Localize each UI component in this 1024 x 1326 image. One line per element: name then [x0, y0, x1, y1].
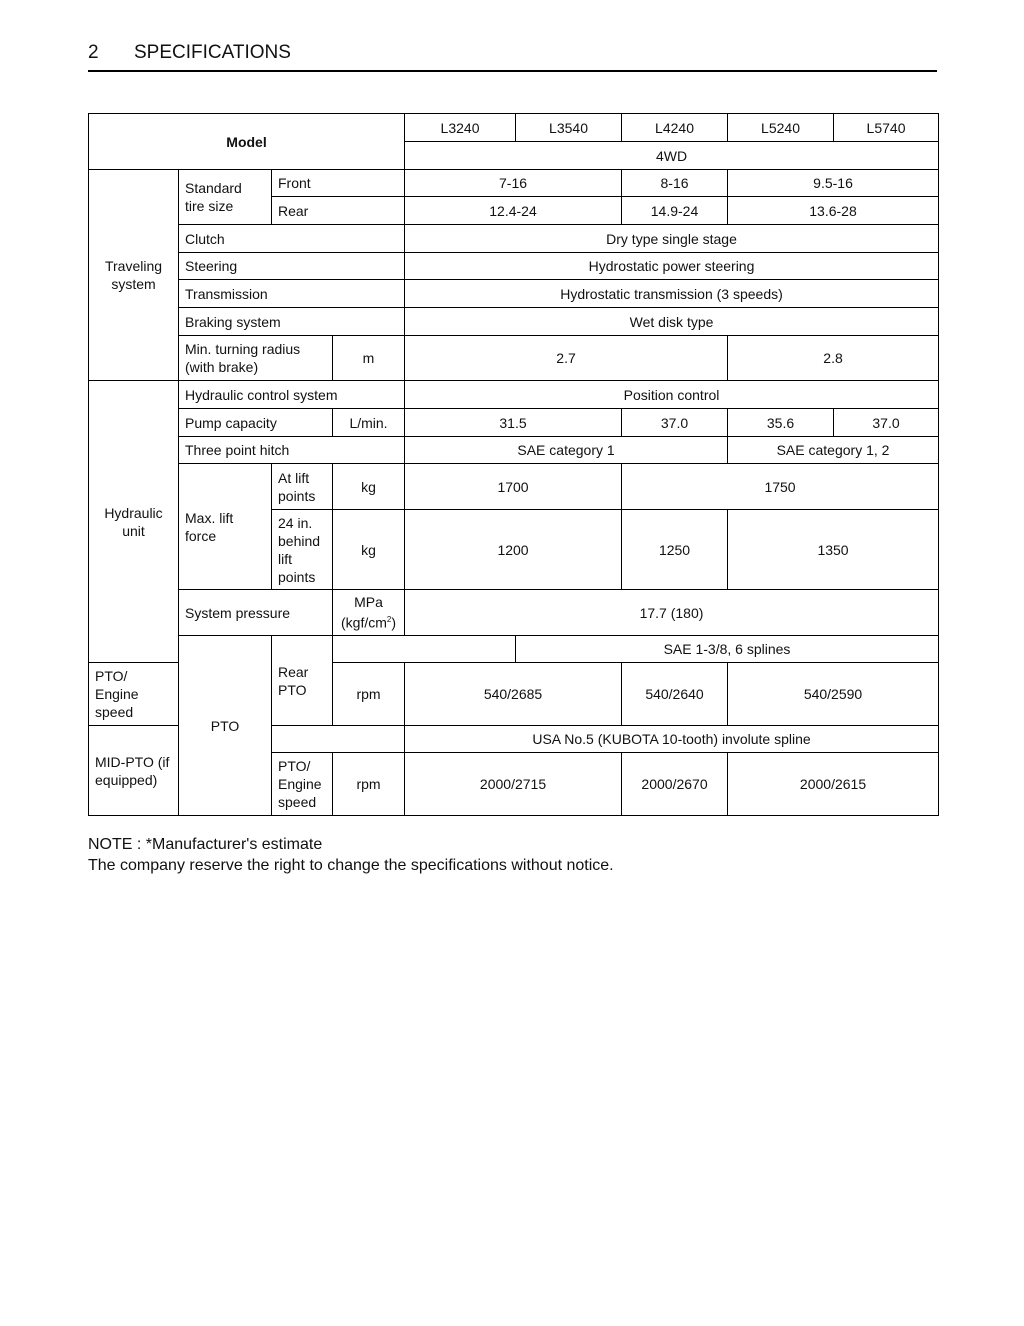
- behind-lift-points-value: 1350: [728, 510, 939, 590]
- front-label: Front: [272, 170, 405, 197]
- mid-pto-label: MID-PTO (if equipped): [89, 726, 179, 816]
- system-pressure-value: 17.7 (180): [405, 590, 939, 636]
- model-header: Model: [89, 114, 405, 170]
- hydraulic-control-value: Position control: [405, 381, 939, 409]
- group-hydraulic-unit: Hydraulic unit: [89, 381, 179, 663]
- three-point-hitch-label: Three point hitch: [179, 437, 405, 464]
- three-point-hitch-value: SAE category 1: [405, 437, 728, 464]
- three-point-hitch-value: SAE category 1, 2: [728, 437, 939, 464]
- max-lift-force-label: Max. lift force: [179, 464, 272, 590]
- transmission-value: Hydrostatic transmission (3 speeds): [405, 280, 939, 308]
- rear-value: 12.4-24: [405, 197, 622, 225]
- rear-pto-label: Rear PTO: [272, 636, 333, 726]
- front-value: 7-16: [405, 170, 622, 197]
- pressure-unit-mpa: MPa: [354, 594, 383, 611]
- front-value: 8-16: [622, 170, 728, 197]
- rear-pto-spline: SAE 1-3/8, 6 splines: [516, 636, 939, 663]
- group-pto: PTO: [179, 636, 272, 816]
- clutch-value: Dry type single stage: [405, 225, 939, 253]
- pump-capacity-value: 31.5: [405, 409, 622, 437]
- rear-pto-speed-label: PTO/ Engine speed: [89, 663, 179, 726]
- pressure-unit-kgf: (kgf/cm: [341, 614, 387, 631]
- page-number: 2: [88, 42, 99, 63]
- turning-radius-value: 2.7: [405, 336, 728, 381]
- rear-value: 13.6-28: [728, 197, 939, 225]
- hydraulic-control-label: Hydraulic control system: [179, 381, 405, 409]
- transmission-label: Transmission: [179, 280, 405, 308]
- turning-radius-label: Min. turning radius (with brake): [179, 336, 333, 381]
- behind-lift-points-unit: kg: [333, 510, 405, 590]
- pump-capacity-value: 37.0: [622, 409, 728, 437]
- specifications-table: [88, 113, 939, 816]
- mid-pto-speed-unit: rpm: [333, 753, 405, 816]
- model-l3540: L3540: [516, 114, 622, 142]
- rear-label: Rear: [272, 197, 405, 225]
- note-estimate: NOTE : *Manufacturer's estimate: [88, 836, 323, 853]
- mid-pto-speed-value: 2000/2670: [622, 753, 728, 816]
- page-header: [88, 42, 937, 72]
- page-title: SPECIFICATIONS: [134, 42, 291, 63]
- rear-pto-speed-value: 540/2590: [728, 663, 939, 726]
- pump-capacity-label: Pump capacity: [179, 409, 333, 437]
- pressure-unit-exponent: 2: [386, 615, 392, 625]
- turning-radius-value: 2.8: [728, 336, 939, 381]
- at-lift-points-value: 1700: [405, 464, 622, 510]
- braking-label: Braking system: [179, 308, 405, 336]
- behind-lift-points-value: 1250: [622, 510, 728, 590]
- pump-capacity-value: 35.6: [728, 409, 834, 437]
- rear-pto-speed-unit: rpm: [333, 663, 405, 726]
- rear-pto-speed-value: 540/2685: [405, 663, 622, 726]
- clutch-label: Clutch: [179, 225, 405, 253]
- group-traveling-system: Traveling system: [89, 170, 179, 381]
- braking-value: Wet disk type: [405, 308, 939, 336]
- steering-value: Hydrostatic power steering: [405, 253, 939, 280]
- turning-radius-unit: m: [333, 336, 405, 381]
- mid-pto-speed-value: 2000/2615: [728, 753, 939, 816]
- pump-capacity-value: 37.0: [834, 409, 939, 437]
- mid-pto-spline-blank: [272, 726, 405, 753]
- system-pressure-label: System pressure: [179, 590, 333, 636]
- model-l4240: L4240: [622, 114, 728, 142]
- system-pressure-unit: [333, 590, 405, 636]
- pump-capacity-unit: L/min.: [333, 409, 405, 437]
- front-value: 9.5-16: [728, 170, 939, 197]
- at-lift-points-unit: kg: [333, 464, 405, 510]
- tire-size-label: Standard tire size: [179, 170, 272, 225]
- rear-pto-speed-value: 540/2640: [622, 663, 728, 726]
- model-l5740: L5740: [834, 114, 939, 142]
- model-l3240: L3240: [405, 114, 516, 142]
- note-disclaimer: The company reserve the right to change the specifications without notice.: [88, 857, 614, 874]
- model-l5240: L5240: [728, 114, 834, 142]
- notes: [88, 834, 614, 876]
- mid-pto-speed-value: 2000/2715: [405, 753, 622, 816]
- rear-value: 14.9-24: [622, 197, 728, 225]
- behind-lift-points-value: 1200: [405, 510, 622, 590]
- steering-label: Steering: [179, 253, 405, 280]
- at-lift-points-label: At lift points: [272, 464, 333, 510]
- mid-pto-speed-label: PTO/ Engine speed: [272, 753, 333, 816]
- pressure-unit-close: ): [391, 614, 397, 631]
- behind-lift-points-label: 24 in. behind lift points: [272, 510, 333, 590]
- at-lift-points-value: 1750: [622, 464, 939, 510]
- rear-pto-spline-blank: [333, 636, 516, 663]
- mid-pto-spline: USA No.5 (KUBOTA 10-tooth) involute spline: [405, 726, 939, 753]
- drive-type: 4WD: [405, 142, 939, 170]
